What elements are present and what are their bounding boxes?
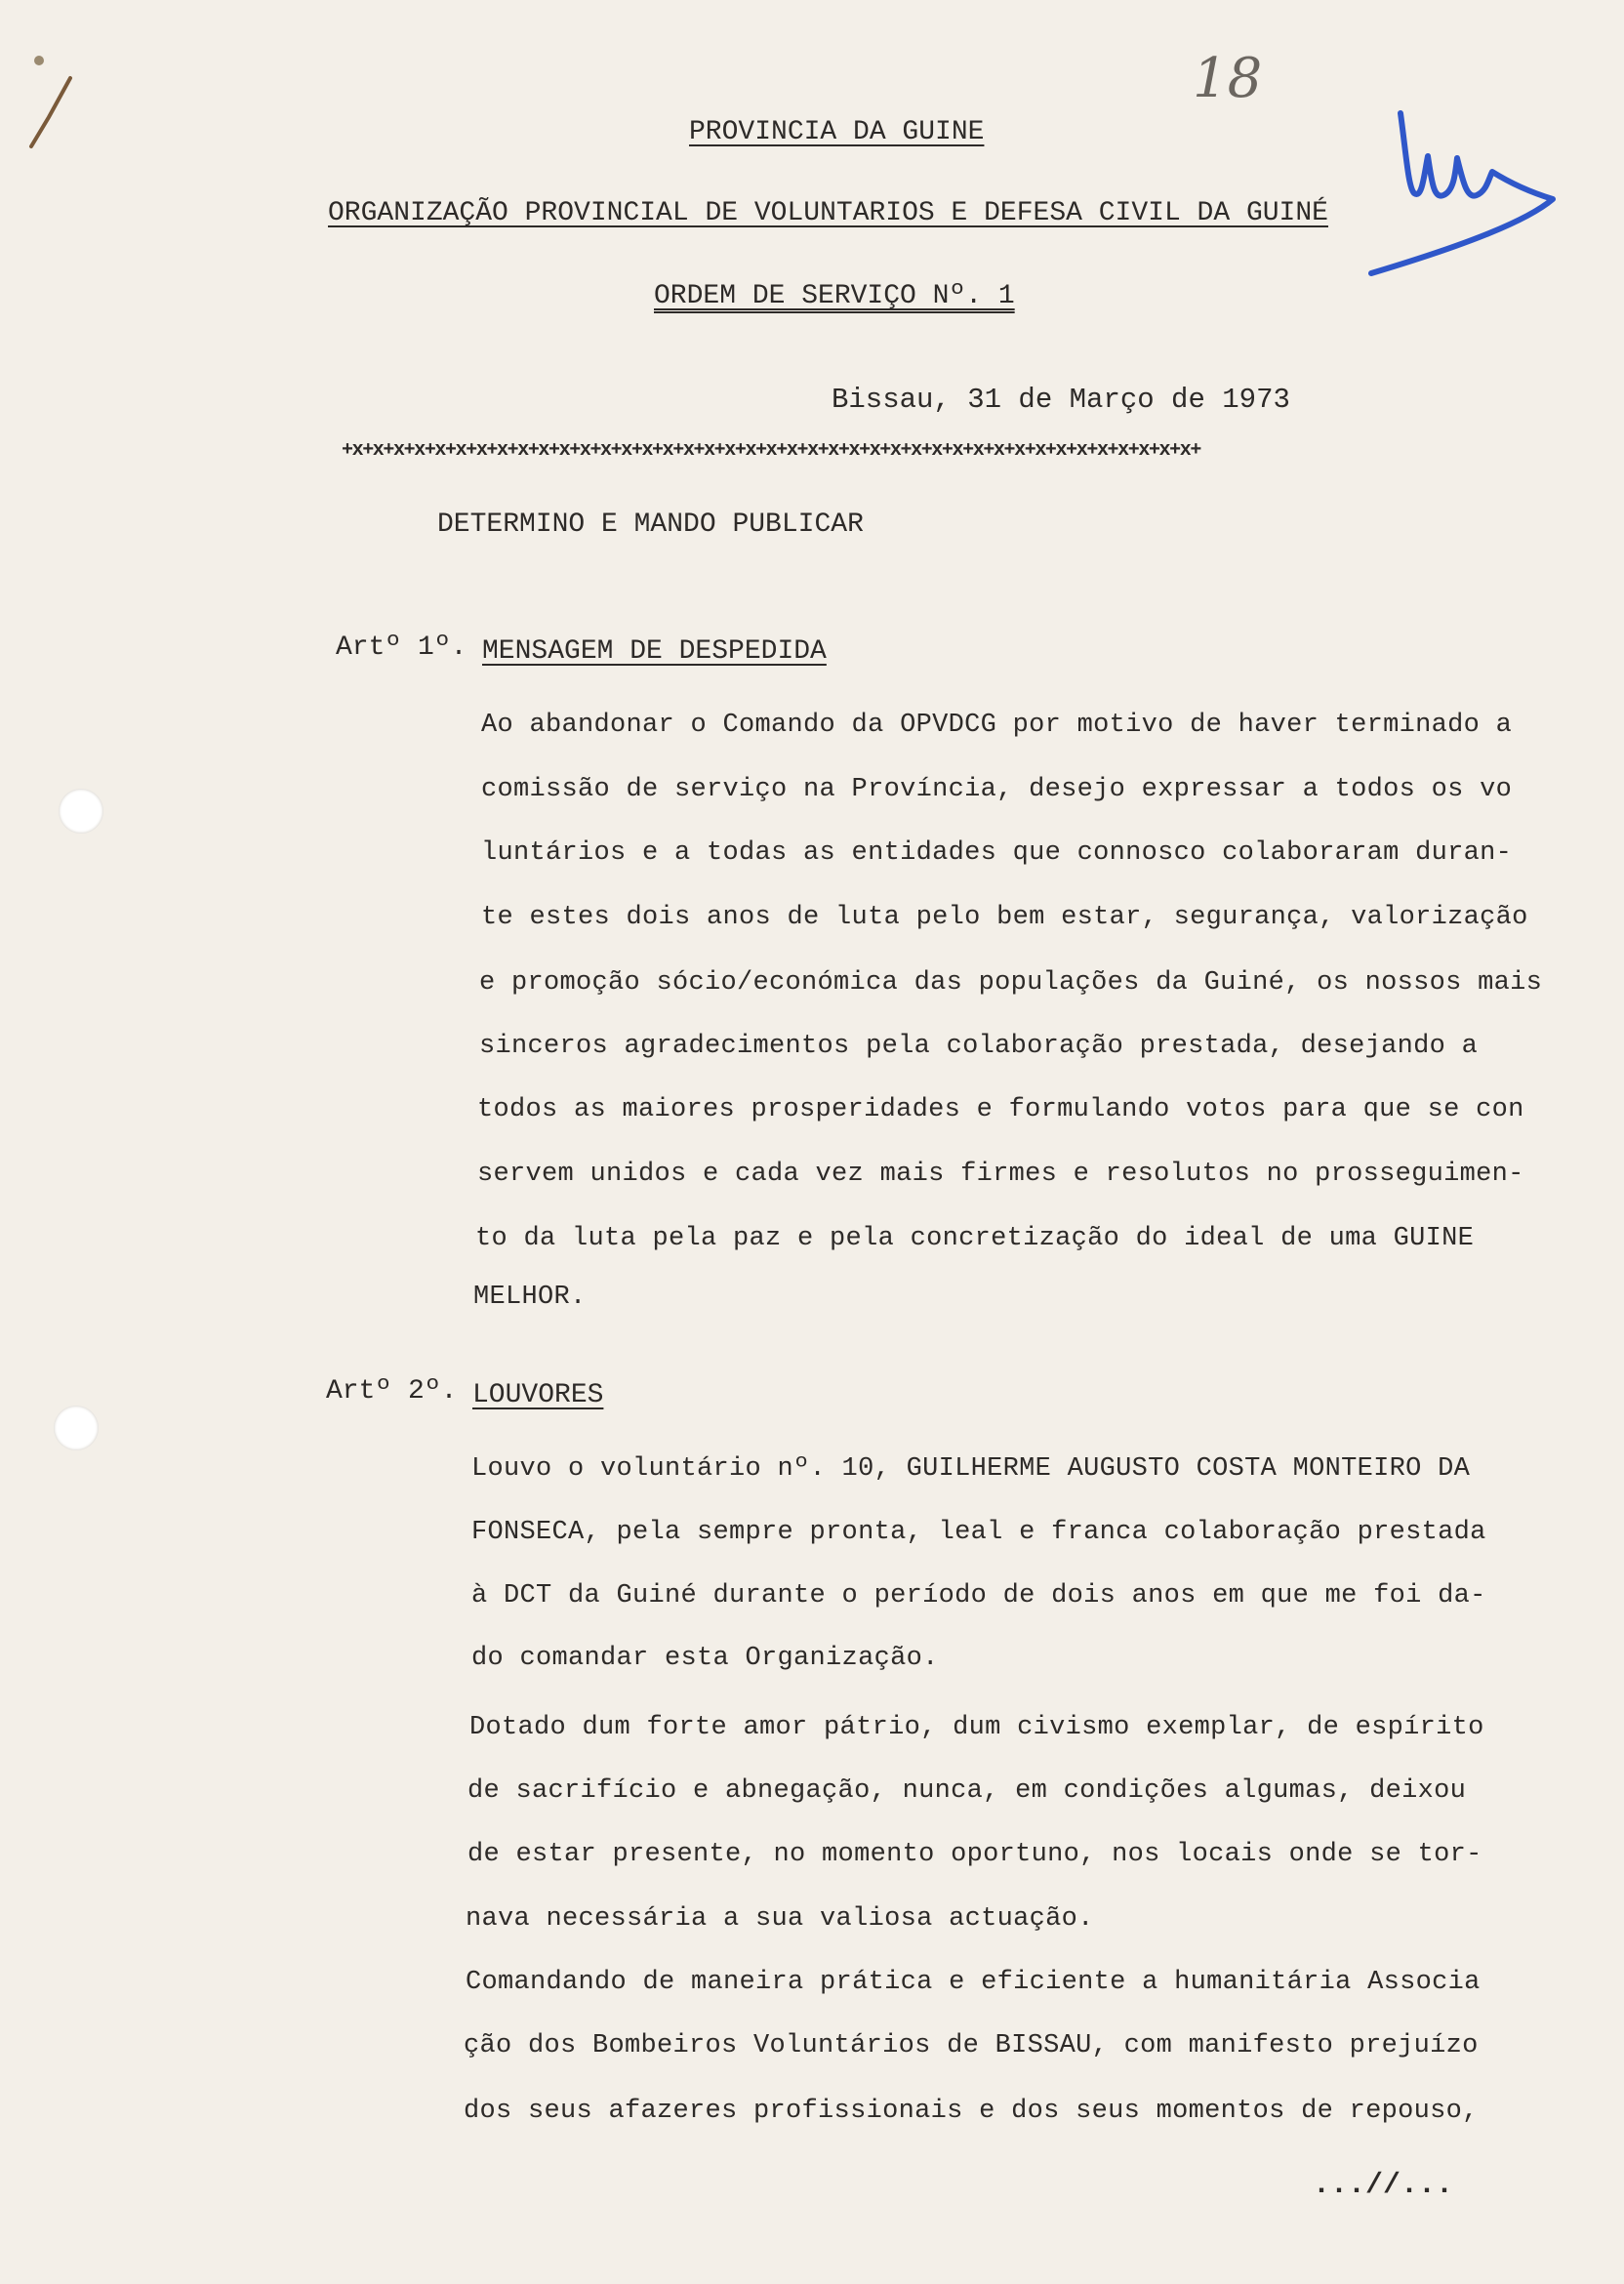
body-line: luntários e a todas as entidades que connosco colaboraram duran- <box>481 838 1513 868</box>
punch-hole-bottom <box>54 1406 99 1450</box>
article-2-number: Artº 2º. <box>326 1376 458 1407</box>
body-line: MELHOR. <box>473 1283 587 1312</box>
continuation-mark: ...//... <box>1313 2169 1454 2202</box>
page-number: 18 <box>1193 47 1263 110</box>
article-1-title: MENSAGEM DE DESPEDIDA <box>482 636 827 667</box>
signature <box>1361 98 1566 283</box>
body-line: to da luta pela paz e pela concretização do ideal de uma GUINE <box>475 1224 1475 1253</box>
separator-line: +x+x+x+x+x+x+x+x+x+x+x+x+x+x+x+x+x+x+x+x+x+x+x+x+x+x+x+x+x+x+x+x+x+x+x+x+x+x+x+x+x+ <box>342 439 1200 462</box>
body-line: Ao abandonar o Comando da OPVDCG por motivo de haver terminado a <box>481 711 1513 740</box>
punch-hole-top <box>59 789 103 834</box>
body-line: Comandando de maneira prática e eficiente a humanitária Associa <box>466 1968 1481 1997</box>
article-2-title: LOUVORES <box>472 1380 604 1410</box>
order-heading: ORDEM DE SERVIÇO Nº. 1 <box>654 281 1015 311</box>
body-line: nava necessária a sua valiosa actuação. <box>466 1904 1094 1934</box>
directive: DETERMINO E MANDO PUBLICAR <box>437 510 864 540</box>
body-line: servem unidos e cada vez mais firmes e resolutos no prosseguimen- <box>477 1160 1524 1189</box>
province-heading: PROVINCIA DA GUINE <box>689 117 985 147</box>
body-line: sinceros agradecimentos pela colaboração prestada, desejando a <box>479 1032 1479 1061</box>
organization-heading: ORGANIZAÇÃO PROVINCIAL DE VOLUNTARIOS E DEFESA CIVIL DA GUINÉ <box>328 198 1328 228</box>
article-1-number: Artº 1º. <box>336 632 467 663</box>
stain-mark <box>10 49 88 156</box>
body-line: comissão de serviço na Província, desejo expressar a todos os vo <box>481 775 1513 804</box>
body-line: de estar presente, no momento oportuno, nos locais onde se tor- <box>467 1840 1482 1869</box>
date-line: Bissau, 31 de Março de 1973 <box>832 384 1290 416</box>
body-line: Louvo o voluntário nº. 10, GUILHERME AUGUSTO COSTA MONTEIRO DA <box>471 1454 1471 1484</box>
body-line: de sacrifício e abnegação, nunca, em condições algumas, deixou <box>467 1776 1467 1806</box>
body-line: te estes dois anos de luta pelo bem estar, segurança, valorização <box>481 903 1528 932</box>
body-line: à DCT da Guiné durante o período de dois anos em que me foi da- <box>471 1581 1486 1611</box>
body-line: ção dos Bombeiros Voluntários de BISSAU, com manifesto prejuízo <box>464 2031 1479 2060</box>
body-line: e promoção sócio/económica das populações da Guiné, os nossos mais <box>479 968 1543 998</box>
body-line: do comandar esta Organização. <box>471 1644 939 1673</box>
body-line: dos seus afazeres profissionais e dos seus momentos de repouso, <box>464 2097 1479 2126</box>
body-line: todos as maiores prosperidades e formulando votos para que se con <box>477 1095 1524 1124</box>
body-line: Dotado dum forte amor pátrio, dum civismo exemplar, de espírito <box>469 1713 1484 1742</box>
body-line: FONSECA, pela sempre pronta, leal e franca colaboração prestada <box>471 1518 1486 1547</box>
